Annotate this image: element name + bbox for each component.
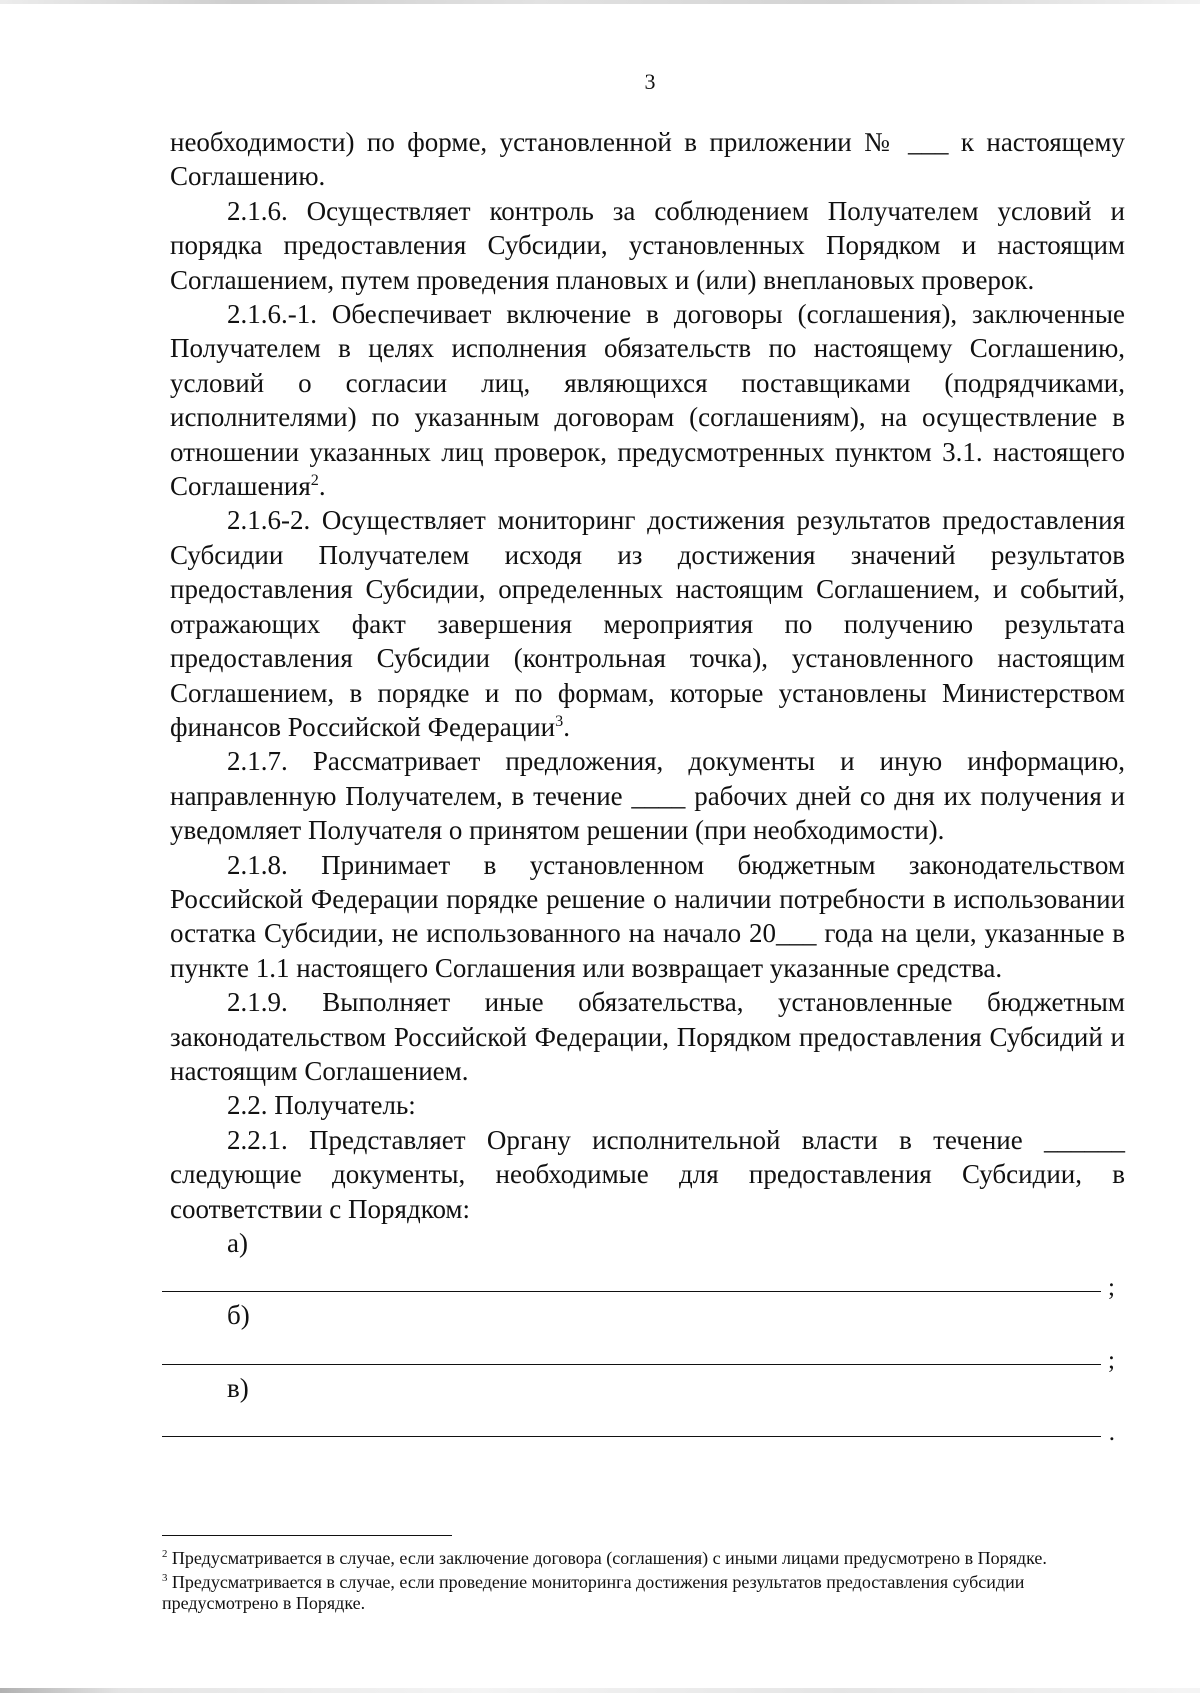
document-body (170, 125, 1125, 1447)
paragraph-2-1-6-1-text: 2.1.6.-1. Обеспечивает включение в договоры (соглашения), заключенные Получателем в целях исполнения обязательств по настоящему Соглашению, условий о согласии лиц, являющихся поставщиками (подрядчиками, исполнителями) по указанным договорам (соглашениям), на осуществление в отношении указанных лиц проверок, предусмотренных пунктом 3.1. настоящего Соглашения (170, 299, 1125, 502)
paragraph-2-1-6-2 (170, 503, 1125, 744)
footnote-number-3: 3 (162, 1572, 168, 1584)
footnote-ref-2: 2 (310, 471, 319, 490)
paragraph-2-1-6-1 (170, 297, 1125, 503)
footnote-separator (162, 1535, 452, 1536)
paragraph-2-2-1: 2.2.1. Представляет Органу исполнительной власти в течение ______ следующие документы, необходимые для предоставления Субсидии, в соответствии с Порядком: (170, 1124, 1125, 1224)
line-end-punctuation: ; (1108, 1346, 1115, 1374)
footnote-3 (162, 1572, 1092, 1614)
paragraph-2-1-9: 2.1.9. Выполняет иные обязательства, установленные бюджетным законодательством Российской Федерации, Порядком предоставления Субсидий и настоящим Соглашением. (170, 987, 1125, 1086)
blank-line-v (170, 1409, 1125, 1447)
paragraph-2-1-6-2-end: . (563, 711, 570, 742)
underline-rule (162, 1364, 1101, 1365)
line-end-punctuation: . (1108, 1419, 1115, 1447)
footnote-ref-3: 3 (555, 711, 564, 730)
underline-rule (162, 1291, 1101, 1292)
list-item-label-a: а) (227, 1228, 248, 1258)
scan-edge-top (0, 0, 1200, 4)
line-end-punctuation: ; (1108, 1274, 1115, 1302)
footnote-3-text: Предусматривается в случае, если проведение мониторинга достижения результатов предоставления субсидии предусмотрено в Порядке. (162, 1572, 1025, 1613)
blank-line-b (170, 1337, 1125, 1374)
list-item-label-v: в) (227, 1372, 249, 1403)
paragraph-2-1-6-1-end: . (318, 471, 326, 502)
paragraph-2-1-6-2-text: 2.1.6-2. Осуществляет мониторинг достижения результатов предоставления Субсидии Получателем исходя из достижения значений результатов предоставления Субсидии, определенных настоящим Соглашением, и событий, отражающих факт завершения мероприятия по получению результата предоставления Субсидии (контрольная точка), установленного настоящим Соглашением, в порядке и по формам, которые установлены Министерством финансов Российской Федерации (170, 505, 1125, 742)
paragraph-2-1-8: 2.1.8. Принимает в установленном бюджетным законодательством Российской Федерации порядке решение о наличии потребности в использовании остатка Субсидии, не использованного на начало 20___ года на цели, указанные в пункте 1.1 настоящего Соглашения или возвращает указанные средства. (170, 849, 1125, 983)
footnote-number-2: 2 (162, 1548, 168, 1560)
footnote-2-text: Предусматривается в случае, если заключение договора (соглашения) с иными лицами предусмотрено в Порядке. (171, 1548, 1047, 1568)
footnote-2 (162, 1548, 1092, 1569)
scan-edge-bottom (0, 1688, 1200, 1693)
underline-rule (162, 1436, 1101, 1437)
paragraph-2-1-6: 2.1.6. Осуществляет контроль за соблюдением Получателем условий и порядка предоставления Субсидии, установленных Порядком и настоящим Соглашением, путем проведения плановых и (или) внеплановых проверок. (170, 195, 1125, 295)
footnotes (162, 1548, 1092, 1617)
page-number: 3 (644, 69, 656, 94)
blank-line-a (170, 1264, 1125, 1302)
paragraph-2-1-7: 2.1.7. Рассматривает предложения, документы и иную информацию, направленную Получателем, в течение ____ рабочих дней со дня их получения и уведомляет Получателя о принятом решении (при необходимости). (170, 746, 1125, 846)
paragraph-continuation: необходимости) по форме, установленной в приложении № ___ к настоящему Соглашению. (170, 127, 1125, 192)
list-item-label-b: б) (227, 1300, 250, 1331)
paragraph-2-2: 2.2. Получатель: (227, 1090, 416, 1121)
